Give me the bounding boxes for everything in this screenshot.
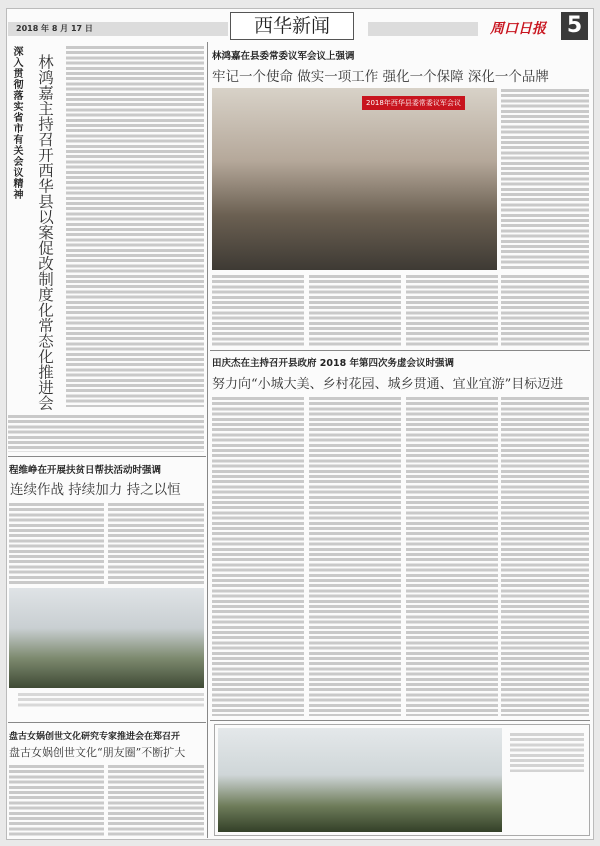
top-body-right <box>501 88 589 270</box>
top-body-col4 <box>501 274 589 346</box>
issue-date: 2018 年 8 月 17 日 <box>16 24 93 33</box>
middle-body-col1 <box>212 396 304 716</box>
divider <box>210 720 590 721</box>
story3-body-right <box>108 764 204 836</box>
paper-logo: 周口日报 <box>490 21 546 37</box>
photo-banner: 2018年西华县委常委议军会议 <box>362 96 465 110</box>
photo-caption <box>18 692 204 708</box>
divider <box>8 456 206 457</box>
lead-body-text <box>66 45 204 407</box>
top-kicker: 林鸿嘉在县委常委议军会议上强调 <box>212 51 355 62</box>
story3-body-left <box>9 764 104 836</box>
lead-body-text-cont <box>8 414 204 452</box>
city-trees-photo <box>218 728 502 832</box>
story2-body-right <box>108 502 204 584</box>
poverty-visit-photo <box>9 588 204 688</box>
story2-headline: 连续作战 持续加力 持之以恒 <box>10 482 181 498</box>
header-contact-bar <box>368 22 478 36</box>
story3-kicker: 盘古女娲创世文化研究专家推进会在郑召开 <box>9 732 181 742</box>
top-body-col2 <box>309 274 401 346</box>
middle-body-col4 <box>501 396 589 716</box>
lead-kicker: 深入贯彻落实省市有关会议精神 <box>11 46 22 200</box>
lead-headline: 林鸿嘉主持召开西华县以案促改制度化常态化推进会 <box>36 54 54 411</box>
top-headline: 牢记一个使命 做实一项工作 强化一个保障 深化一个品牌 <box>212 69 549 85</box>
divider <box>8 722 206 723</box>
divider <box>210 350 590 351</box>
story2-kicker: 程维峥在开展扶贫日帮扶活动时强调 <box>9 465 162 476</box>
middle-kicker: 田庆杰在主持召开县政府 2018 年第四次务虚会议时强调 <box>212 358 455 369</box>
column-divider <box>207 42 208 838</box>
story2-body-left <box>9 502 104 584</box>
middle-headline: 努力向“小城大美、乡村花园、城乡贯通、宜业宜游”目标迈进 <box>212 377 564 392</box>
section-title: 西华新闻 <box>230 12 354 40</box>
top-body-col1 <box>212 274 304 346</box>
top-body-col3 <box>406 274 498 346</box>
middle-body-col3 <box>406 396 498 716</box>
story3-headline: 盘古女娲创世文化“朋友圈”不断扩大 <box>9 746 186 759</box>
photo-caption <box>510 732 584 772</box>
middle-body-col2 <box>309 396 401 716</box>
meeting-photo <box>212 88 497 270</box>
page-number: 5 <box>561 12 588 40</box>
